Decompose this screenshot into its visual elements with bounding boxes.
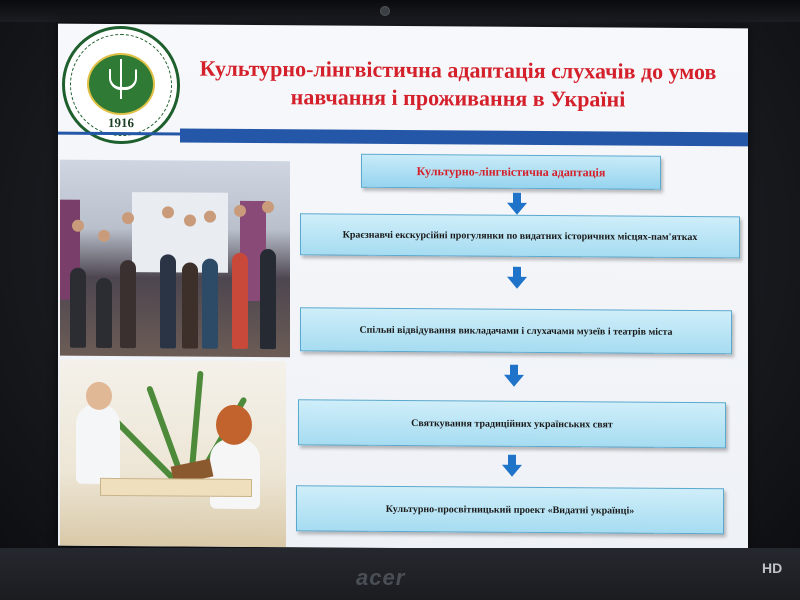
step-box-2 <box>300 307 732 354</box>
bowl-icon <box>109 69 137 90</box>
step-label-2: Спільні відвідування викладачами і слухачами музеїв і театрів міста <box>359 324 673 338</box>
person <box>120 260 136 348</box>
person-head <box>98 230 110 242</box>
arrow-down-icon <box>502 455 522 477</box>
arrow-down-icon <box>507 193 527 215</box>
person-head <box>262 201 274 213</box>
person <box>96 278 112 348</box>
presentation-slide <box>58 24 748 551</box>
student-girl-head <box>216 405 252 445</box>
person <box>232 253 248 349</box>
main-topic-box <box>361 154 661 190</box>
person <box>70 268 86 348</box>
person-head <box>122 212 134 224</box>
student-boy-head <box>86 382 112 410</box>
person <box>202 259 218 349</box>
person-head <box>72 220 84 232</box>
step-label-3: Святкування традиційних українських свят <box>411 417 613 430</box>
student-girl <box>210 439 260 509</box>
person <box>160 254 176 348</box>
students-group-photo <box>60 160 290 358</box>
step-label-4: Культурно-просвітницький проект «Видатні українці» <box>385 503 635 517</box>
step-box-4 <box>296 485 724 534</box>
university-logo <box>62 26 180 145</box>
step-box-3 <box>298 399 726 448</box>
title-divider-bar <box>180 128 748 146</box>
monitor-brand-logo: acer <box>356 565 406 590</box>
table <box>100 478 252 497</box>
arrow-down-icon <box>504 365 524 387</box>
step-box-1 <box>300 213 740 258</box>
slide-title: Культурно-лінгвістична адаптація слухачів до умов навчання і проживання в Україні <box>199 55 717 112</box>
student-boy <box>76 404 120 484</box>
person <box>182 262 198 348</box>
person-head <box>162 206 174 218</box>
bezel-top <box>0 0 800 22</box>
students-reading-photo <box>60 360 286 548</box>
webcam-icon <box>380 6 390 16</box>
person-head <box>204 211 216 223</box>
person-head <box>234 205 246 217</box>
logo-year: 1916 <box>108 114 134 131</box>
arrow-down-icon <box>507 267 527 289</box>
logo-emblem <box>87 53 155 115</box>
person <box>260 249 276 349</box>
main-topic-label: Культурно-лінгвістична адаптація <box>416 163 606 179</box>
hd-badge: HD <box>762 560 783 576</box>
plant-leaf <box>113 418 177 482</box>
step-label-1: Краєзнавчі екскурсійні прогулянки по видатних історичних місцях-пам'ятках <box>342 229 698 243</box>
person-head <box>184 214 196 226</box>
